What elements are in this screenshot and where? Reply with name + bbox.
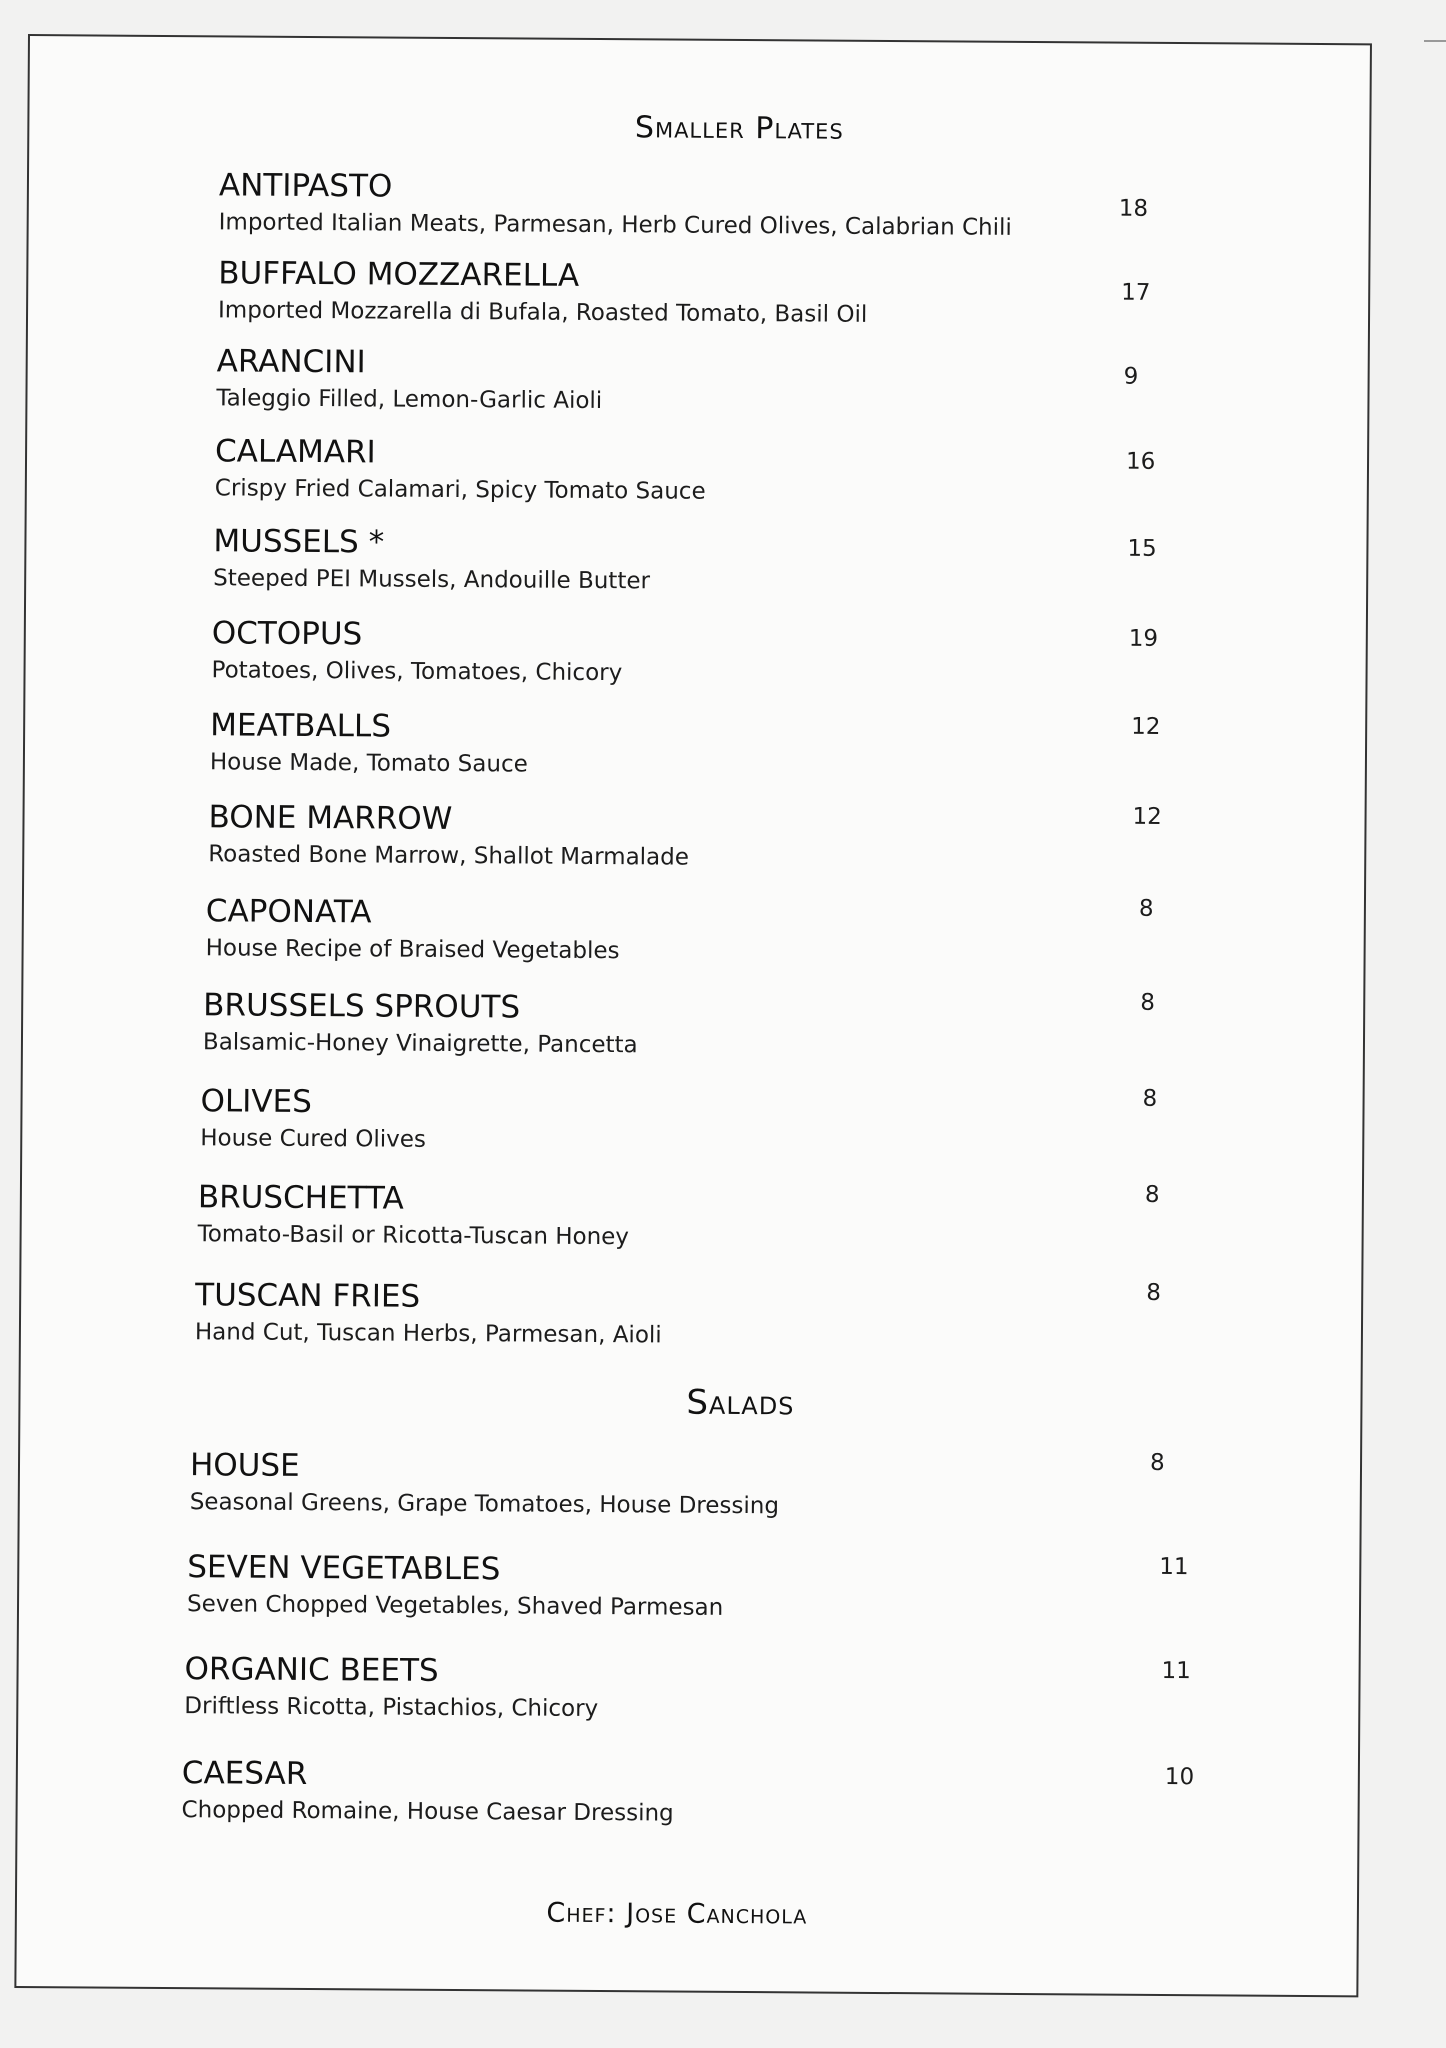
menu-item-caponata — [206, 893, 1206, 970]
item-name: CAPONATA — [205, 893, 372, 931]
item-price: 19 — [1128, 625, 1159, 652]
item-description: House Made, Tomato Sauce — [209, 749, 528, 778]
menu-item-mussels — [213, 523, 1213, 600]
item-price: 8 — [1140, 989, 1155, 1016]
item-name: BRUSSELS SPROUTS — [203, 987, 521, 1026]
section-title-smaller-plates: Smaller Plates — [634, 110, 844, 147]
item-name: ARANCINI — [216, 343, 366, 381]
item-description: Potatoes, Olives, Tomatoes, Chicory — [211, 657, 623, 687]
item-price: 17 — [1121, 279, 1151, 306]
menu-item-olives — [200, 1083, 1200, 1160]
item-price: 12 — [1131, 713, 1161, 740]
item-name: CAESAR — [181, 1755, 308, 1792]
item-price: 8 — [1149, 1449, 1165, 1476]
item-name: OCTOPUS — [211, 615, 363, 653]
item-price: 10 — [1164, 1763, 1195, 1791]
item-name: SEVEN VEGETABLES — [187, 1549, 501, 1588]
item-description: Seasonal Greens, Grape Tomatoes, House Dressing — [189, 1489, 780, 1520]
item-price: 15 — [1127, 535, 1157, 562]
item-name: ORGANIC BEETS — [184, 1651, 439, 1689]
item-name: OLIVES — [200, 1083, 312, 1121]
menu-item-organic-beets — [184, 1651, 1184, 1728]
item-price: 8 — [1144, 1181, 1160, 1208]
item-description: Taleggio Filled, Lemon-Garlic Aioli — [216, 385, 603, 415]
item-description: Chopped Romaine, House Caesar Dressing — [181, 1797, 674, 1827]
menu-item-meatballs — [210, 707, 1210, 784]
item-price: 16 — [1125, 448, 1156, 475]
item-name: ANTIPASTO — [218, 167, 393, 205]
item-price: 11 — [1159, 1553, 1189, 1581]
item-name: HOUSE — [189, 1447, 300, 1484]
item-price: 8 — [1146, 1279, 1161, 1306]
item-price: 8 — [1142, 1085, 1158, 1112]
menu-item-octopus — [211, 615, 1211, 692]
item-description: House Recipe of Braised Vegetables — [205, 935, 620, 965]
item-name: BRUSCHETTA — [197, 1179, 404, 1217]
menu-item-arancini — [216, 343, 1216, 420]
item-description: House Cured Olives — [200, 1125, 427, 1153]
item-description: Imported Mozzarella di Bufala, Roasted Tomato, Basil Oil — [217, 297, 868, 328]
item-description: Balsamic-Honey Vinaigrette, Pancetta — [202, 1029, 638, 1059]
menu-item-brussels-sprouts — [203, 987, 1203, 1064]
item-description: Steeped PEI Mussels, Andouille Butter — [213, 565, 651, 595]
item-name: BUFFALO MOZZARELLA — [218, 255, 580, 294]
item-name: MUSSELS * — [213, 523, 385, 561]
chef-credit: Chef: Jose Canchola — [546, 1897, 808, 1931]
item-description: Tomato-Basil or Ricotta-Tuscan Honey — [197, 1221, 630, 1251]
item-price: 9 — [1123, 363, 1139, 390]
page-edge-mark — [1424, 40, 1446, 42]
item-description: Imported Italian Meats, Parmesan, Herb Cured Olives, Calabrian Chili — [218, 209, 1012, 241]
menu-item-buffalo-mozzarella — [218, 255, 1218, 332]
item-name: MEATBALLS — [210, 707, 392, 745]
item-description: Crispy Fried Calamari, Spicy Tomato Sauce — [214, 475, 706, 505]
item-price: 18 — [1118, 195, 1149, 222]
menu-item-bruschetta — [198, 1179, 1198, 1256]
item-description: Seven Chopped Vegetables, Shaved Parmesan — [186, 1591, 724, 1621]
menu-item-bone-marrow — [208, 799, 1208, 876]
menu-item-tuscan-fries — [195, 1277, 1195, 1354]
item-description: Hand Cut, Tuscan Herbs, Parmesan, Aioli — [194, 1319, 662, 1349]
item-price: 12 — [1132, 803, 1162, 830]
menu-item-house — [190, 1447, 1190, 1524]
menu-item-calamari — [215, 433, 1215, 510]
item-description: Driftless Ricotta, Pistachios, Chicory — [184, 1693, 599, 1723]
menu-item-seven-vegetables — [187, 1549, 1187, 1626]
item-price: 11 — [1161, 1657, 1191, 1685]
menu-item-antipasto — [219, 167, 1219, 244]
item-name: TUSCAN FRIES — [195, 1277, 421, 1315]
item-description: Roasted Bone Marrow, Shallot Marmalade — [208, 841, 690, 871]
item-price: 8 — [1138, 895, 1154, 922]
item-name: BONE MARROW — [208, 799, 453, 837]
menu-item-caesar — [181, 1755, 1181, 1832]
menu-page — [14, 34, 1372, 1997]
item-name: CALAMARI — [214, 433, 376, 471]
section-title-salads: Salads — [686, 1382, 795, 1424]
